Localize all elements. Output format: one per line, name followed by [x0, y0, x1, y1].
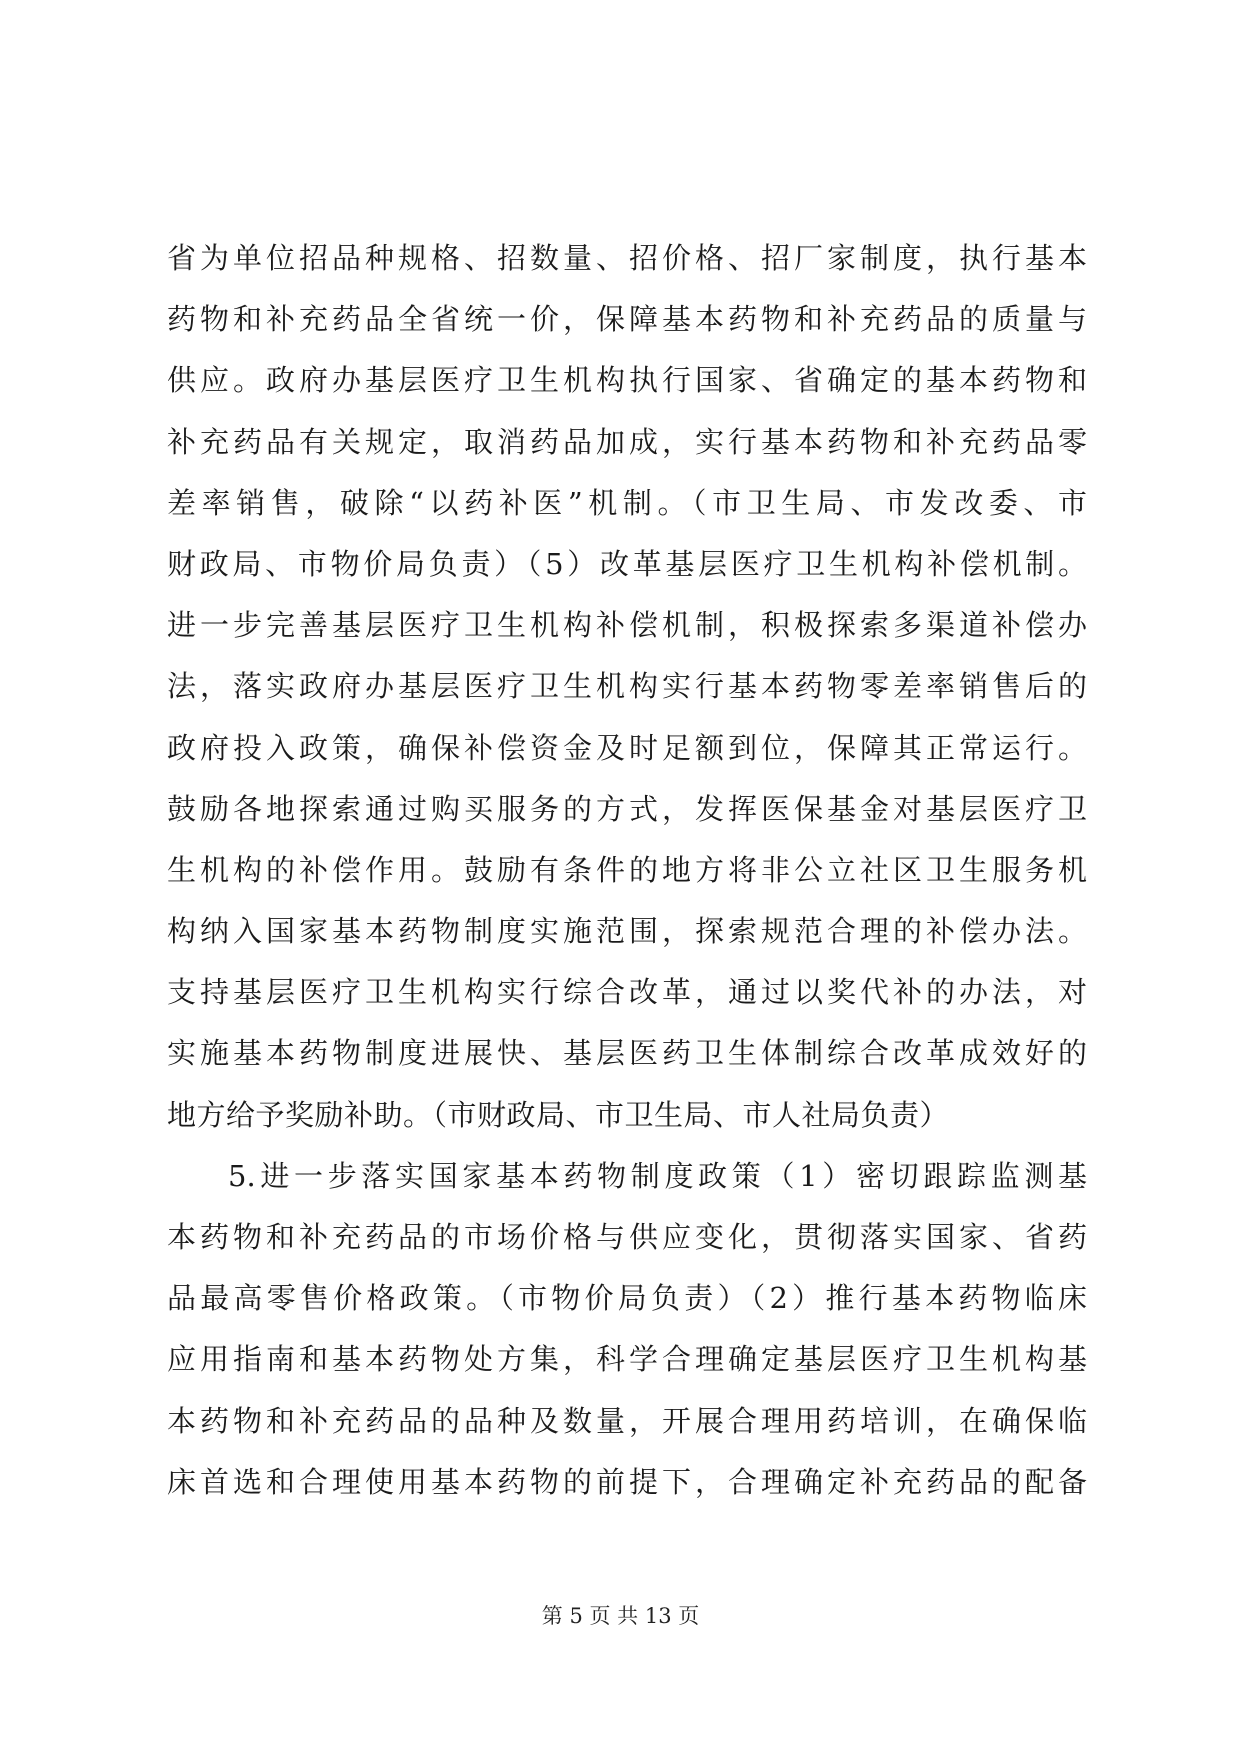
text-line: 支持基层医疗卫生机构实行综合改革，通过以奖代补的办法，对 [167, 975, 1087, 1010]
text-line: 本药物和补充药品的市场价格与供应变化，贯彻落实国家、省药 [167, 1220, 1087, 1254]
text-line: 省为单位招品种规格、招数量、招价格、招厂家制度，执行基本 [167, 241, 1087, 275]
text-line: 床首选和合理使用基本药物的前提下，合理确定补充药品的配备 [167, 1464, 1087, 1499]
body-text [167, 228, 1087, 1513]
page-number-footer: 第 5 页 共 13 页 [541, 1604, 700, 1628]
text-line: 药物和补充药品全省统一价，保障基本药物和补充药品的质量与 [167, 302, 1087, 337]
text-line: 供应。政府办基层医疗卫生机构执行国家、省确定的基本药物和 [167, 363, 1087, 398]
text-line: 品最高零售价格政策。（市物价局负责）（2）推行基本药物临床 [167, 1281, 1087, 1316]
text-line: 实施基本药物制度进展快、基层医药卫生体制综合改革成效好的 [167, 1036, 1087, 1071]
text-line: 进一步完善基层医疗卫生机构补偿机制，积极探索多渠道补偿办 [167, 608, 1087, 643]
text-line: 差率销售，破除“以药补医”机制。（市卫生局、市发改委、市 [167, 485, 1087, 520]
text-line: 本药物和补充药品的品种及数量，开展合理用药培训，在确保临 [167, 1403, 1087, 1438]
paragraph-heading-line: 5.进一步落实国家基本药物制度政策（1）密切跟踪监测基 [228, 1158, 1087, 1193]
text-line: 财政局、市物价局负责）（5）改革基层医疗卫生机构补偿机制。 [167, 546, 1087, 581]
text-line: 应用指南和基本药物处方集，科学合理确定基层医疗卫生机构基 [167, 1342, 1087, 1377]
text-line: 构纳入国家基本药物制度实施范围，探索规范合理的补偿办法。 [167, 914, 1087, 949]
text-line: 鼓励各地探索通过购买服务的方式，发挥医保基金对基层医疗卫 [167, 791, 1087, 826]
text-line: 地方给予奖励补助。（市财政局、市卫生局、市人社局负责） [167, 1097, 950, 1132]
text-line: 生机构的补偿作用。鼓励有条件的地方将非公立社区卫生服务机 [167, 852, 1087, 887]
text-line: 补充药品有关规定，取消药品加成，实行基本药物和补充药品零 [167, 424, 1087, 459]
text-line: 法，落实政府办基层医疗卫生机构实行基本药物零差率销售后的 [167, 669, 1087, 704]
text-line: 政府投入政策，确保补偿资金及时足额到位，保障其正常运行。 [167, 730, 1087, 765]
